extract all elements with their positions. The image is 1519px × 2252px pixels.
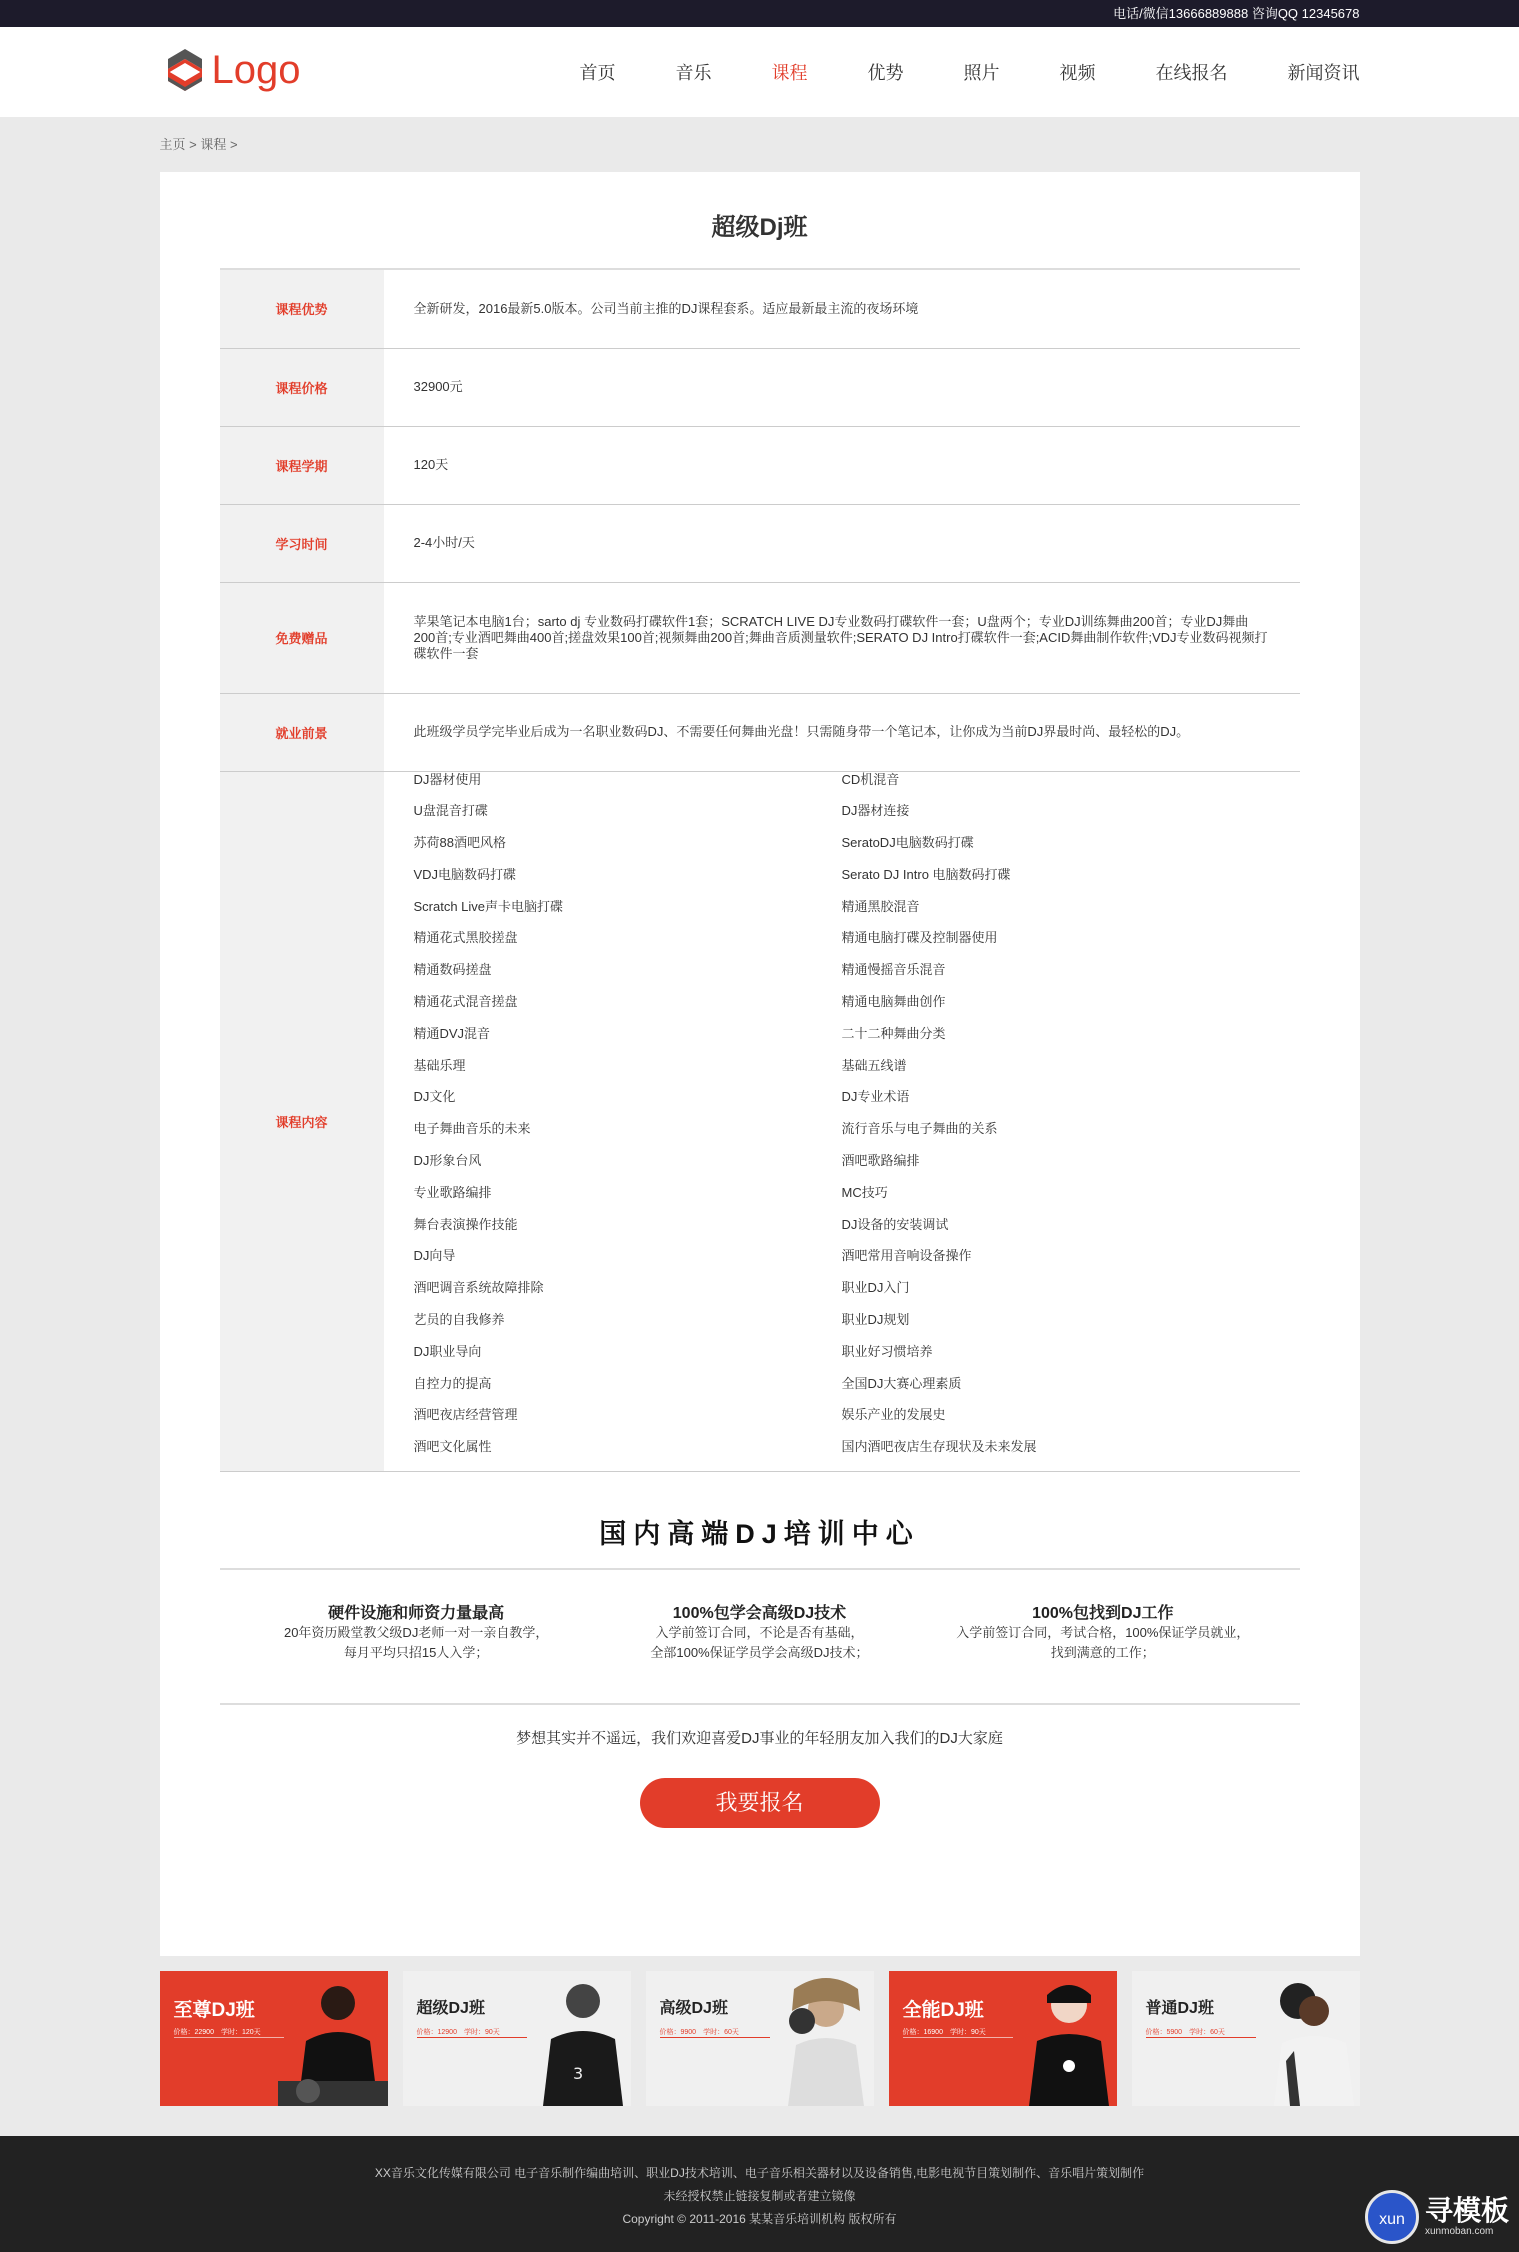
course-title: 超级Dj班: [220, 207, 1300, 270]
course-content-item: 精通数码搓盘: [413, 962, 492, 978]
nav-news[interactable]: 新闻资讯: [1287, 63, 1360, 83]
course-content-item: 酒吧夜店经营管理: [413, 1407, 518, 1423]
course-content-item: MC技巧: [841, 1184, 888, 1200]
row-value: 2-4小时/天: [384, 504, 1300, 582]
watermark-title: 寻模板: [1424, 2195, 1509, 2226]
nav-music[interactable]: 音乐: [675, 63, 712, 83]
course-card-meta: 价格：22900 学时：120天: [173, 2029, 261, 2036]
course-content-item: 职业DJ规划: [841, 1312, 910, 1328]
row-key: 就业前景: [220, 693, 384, 771]
course-content-item: 精通电脑舞曲创作: [841, 994, 946, 1010]
top-contact-bar: [0, 0, 1519, 27]
course-content-item: 二十二种舞曲分类: [841, 1025, 946, 1041]
course-content-item: 基础五线谱: [841, 1057, 907, 1073]
course-content-item: 舞台表演操作技能: [413, 1216, 518, 1232]
course-card-title: 超级DJ班: [416, 2000, 485, 2017]
course-content-item: U盘混音打碟: [413, 803, 488, 819]
row-key: 课程优势: [220, 270, 384, 348]
logo-icon: [166, 47, 204, 93]
feature-desc: 入学前签订合同，不论是否有基础，: [655, 1625, 864, 1641]
logo-text: Logo: [211, 47, 301, 92]
nav-home[interactable]: 首页: [579, 63, 616, 83]
row-value: 此班级学员学完毕业后成为一名职业数码DJ、不需要任何舞曲光盘！只需随身带一个笔记本，让你成为当前DJ界最时尚、最轻松的DJ。: [384, 693, 1300, 771]
table-row: [220, 582, 1300, 693]
row-key: 学习时间: [220, 504, 384, 582]
divider: [660, 2037, 770, 2038]
feature-desc: 20年资历殿堂教父级DJ老师一对一亲自教学，: [283, 1625, 549, 1641]
divider: [903, 2037, 1013, 2038]
features: [220, 1600, 1300, 1663]
course-card-meta: 价格：12900 学时：90天: [416, 2029, 500, 2036]
table-row: [220, 270, 1300, 348]
course-content-item: 艺员的自我修养: [413, 1312, 505, 1328]
course-content-item: 自控力的提高: [413, 1375, 492, 1391]
breadcrumb-current[interactable]: 课程: [200, 137, 227, 152]
feature-desc: 全部100%保证学员学会高级DJ技术；: [650, 1645, 869, 1661]
course-content-item: Scratch Live声卡电脑打碟: [413, 898, 564, 914]
nav-courses[interactable]: 课程: [771, 63, 808, 83]
slogan: 梦想其实并不遥远，我们欢迎喜爱DJ事业的年轻朋友加入我们的DJ大家庭: [516, 1730, 1003, 1748]
site-footer: [0, 2136, 1519, 2252]
course-content-item: 酒吧调音系统故障排除: [413, 1280, 544, 1296]
course-content-item: CD机混音: [841, 771, 900, 787]
signup-button[interactable]: 我要报名: [640, 1778, 880, 1828]
feature-title: 100%包找到DJ工作: [1032, 1605, 1174, 1623]
divider: [220, 1703, 1300, 1705]
course-content-item: SeratoDJ电脑数码打碟: [841, 835, 974, 851]
course-content-item: 电子舞曲音乐的未来: [413, 1121, 531, 1137]
course-content-item: 精通电脑打碟及控制器使用: [841, 930, 998, 946]
course-content-item: 精通DVJ混音: [413, 1025, 491, 1041]
dj-photo-icon: [521, 1971, 631, 2106]
contact-text: 电话/微信13666889888 咨询QQ 12345678: [1113, 6, 1360, 21]
feature-desc: 入学前签订合同，考试合格，100%保证学员就业，: [956, 1625, 1250, 1641]
course-card[interactable]: [160, 1971, 388, 2106]
row-key: 免费赠品: [220, 582, 384, 693]
table-row: [220, 426, 1300, 504]
site-header: [0, 27, 1519, 117]
course-content-item: DJ器材使用: [413, 771, 482, 787]
course-content-item: Serato DJ Intro 电脑数码打碟: [841, 866, 1011, 882]
course-card-title: 至尊DJ班: [173, 2000, 255, 2021]
course-content-item: 专业歌路编排: [413, 1184, 492, 1200]
watermark-url: xunmoban.com: [1424, 2226, 1494, 2237]
feature-desc: 每月平均只招15人入学；: [343, 1645, 489, 1661]
breadcrumb: [160, 117, 1360, 172]
course-content-item: DJ设备的安装调试: [841, 1216, 949, 1232]
course-content-item: 精通黑胶混音: [841, 898, 920, 914]
feature-item: [256, 1600, 576, 1663]
feature-title: 硬件设施和师资力量最高: [328, 1605, 505, 1623]
feature-item: [599, 1600, 919, 1663]
breadcrumb-separator: >: [189, 137, 197, 152]
footer-line: 未经授权禁止链接复制或者建立镜像: [663, 2189, 856, 2203]
nav-photos[interactable]: 照片: [963, 63, 1000, 83]
course-content-item: 职业好习惯培养: [841, 1343, 933, 1359]
row-key: 课程学期: [220, 426, 384, 504]
nav-signup[interactable]: 在线报名: [1155, 63, 1228, 83]
course-cards: [160, 1971, 1360, 2106]
feature-item: [943, 1600, 1263, 1663]
center-title: 国内高端DJ培训中心: [220, 1512, 1300, 1570]
row-value: 苹果笔记本电脑1台；sarto dj 专业数码打碟软件1套；SCRATCH LIVE DJ专业数码打碟软件一套；U盘两个；专业DJ训练舞曲200首；专业DJ舞曲200首;专业酒吧舞曲400首;搓盘效果100首;视频舞曲200首;舞曲音质测量软件;SERATO DJ Intro打碟软件一套;ACID舞曲制作软件;VDJ专业数码视频打碟软件一套: [384, 582, 1300, 693]
course-content-item: VDJ电脑数码打碟: [413, 866, 517, 882]
footer-line: XX音乐文化传媒有限公司 电子音乐制作编曲培训、职业DJ技术培训、电子音乐相关器材以及设备销售,电影电视节目策划制作、音乐唱片策划制作: [374, 2166, 1145, 2180]
breadcrumb-separator: >: [230, 137, 238, 152]
divider: [174, 2037, 284, 2038]
course-card[interactable]: [1132, 1971, 1360, 2106]
course-content-item: 流行音乐与电子舞曲的关系: [841, 1121, 998, 1137]
row-value: 全新研发，2016最新5.0版本。公司当前主推的DJ课程套系。适应最新最主流的夜场环境: [384, 270, 1300, 348]
course-content-item: 酒吧常用音响设备操作: [841, 1248, 972, 1264]
main-nav: [520, 27, 1360, 117]
divider: [417, 2037, 527, 2038]
table-row: [220, 504, 1300, 582]
row-value: 120天: [384, 426, 1300, 504]
course-card[interactable]: [403, 1971, 631, 2106]
course-content-item: 酒吧文化属性: [413, 1439, 492, 1455]
watermark-badge: xun: [1365, 2190, 1419, 2244]
feature-desc: 找到满意的工作；: [1050, 1645, 1155, 1661]
course-content-item: 基础乐理: [413, 1057, 466, 1073]
course-content-item: DJ职业导向: [413, 1343, 482, 1359]
course-card-title: 普通DJ班: [1145, 2000, 1214, 2017]
row-key: 课程内容: [220, 771, 384, 1472]
table-row: [220, 348, 1300, 426]
course-content-item: 全国DJ大赛心理素质: [841, 1375, 962, 1391]
table-row: [220, 771, 1300, 1472]
course-card-title: 高级DJ班: [659, 2000, 728, 2017]
dj-photo-icon: [1250, 1971, 1360, 2106]
divider: [1146, 2037, 1256, 2038]
course-content-item: 职业DJ入门: [841, 1280, 910, 1296]
course-content-item: 精通花式黑胶搓盘: [413, 930, 518, 946]
course-content-item: 苏荷88酒吧风格: [413, 835, 506, 851]
course-content-item: 酒吧歌路编排: [841, 1153, 920, 1169]
course-card[interactable]: [889, 1971, 1117, 2106]
course-card-meta: 价格：5900 学时：60天: [1145, 2029, 1225, 2036]
course-card[interactable]: [646, 1971, 874, 2106]
watermark-text: [1425, 2196, 1509, 2238]
dj-photo-icon: [764, 1971, 874, 2106]
course-card-title: 全能DJ班: [902, 2000, 984, 2021]
watermark: [1365, 2190, 1509, 2244]
feature-title: 100%包学会高级DJ技术: [672, 1605, 847, 1623]
course-content-list: [414, 772, 1270, 1472]
course-card-meta: 价格：9900 学时：60天: [659, 2029, 739, 2036]
dj-photo-icon: [1007, 1971, 1117, 2106]
course-content-item: 娱乐产业的发展史: [841, 1407, 946, 1423]
svg-text:3: 3: [572, 2064, 583, 2083]
course-detail-card: [160, 172, 1360, 1956]
course-content-item: DJ向导: [413, 1248, 456, 1264]
course-content-item: DJ专业术语: [841, 1089, 910, 1105]
course-content-item: 国内酒吧夜店生存现状及未来发展: [841, 1439, 1037, 1455]
site-logo[interactable]: [166, 47, 301, 93]
dj-photo-icon: [278, 1971, 388, 2106]
row-key: 课程价格: [220, 348, 384, 426]
nav-videos[interactable]: 视频: [1059, 63, 1096, 83]
nav-advantages[interactable]: 优势: [867, 63, 904, 83]
row-value: 32900元: [384, 348, 1300, 426]
course-content-item: 精通花式混音搓盘: [413, 994, 518, 1010]
table-row: [220, 693, 1300, 771]
course-content-item: 精通慢摇音乐混音: [841, 962, 946, 978]
course-content-item: DJ形象台风: [413, 1153, 482, 1169]
footer-copyright: Copyright © 2011-2016 某某音乐培训机构 版权所有: [622, 2212, 897, 2226]
course-card-meta: 价格：16900 学时：90天: [902, 2029, 986, 2036]
breadcrumb-home[interactable]: 主页: [159, 137, 186, 152]
course-content-item: DJ器材连接: [841, 803, 910, 819]
course-content-item: DJ文化: [413, 1089, 456, 1105]
course-info-table: [220, 270, 1300, 1472]
